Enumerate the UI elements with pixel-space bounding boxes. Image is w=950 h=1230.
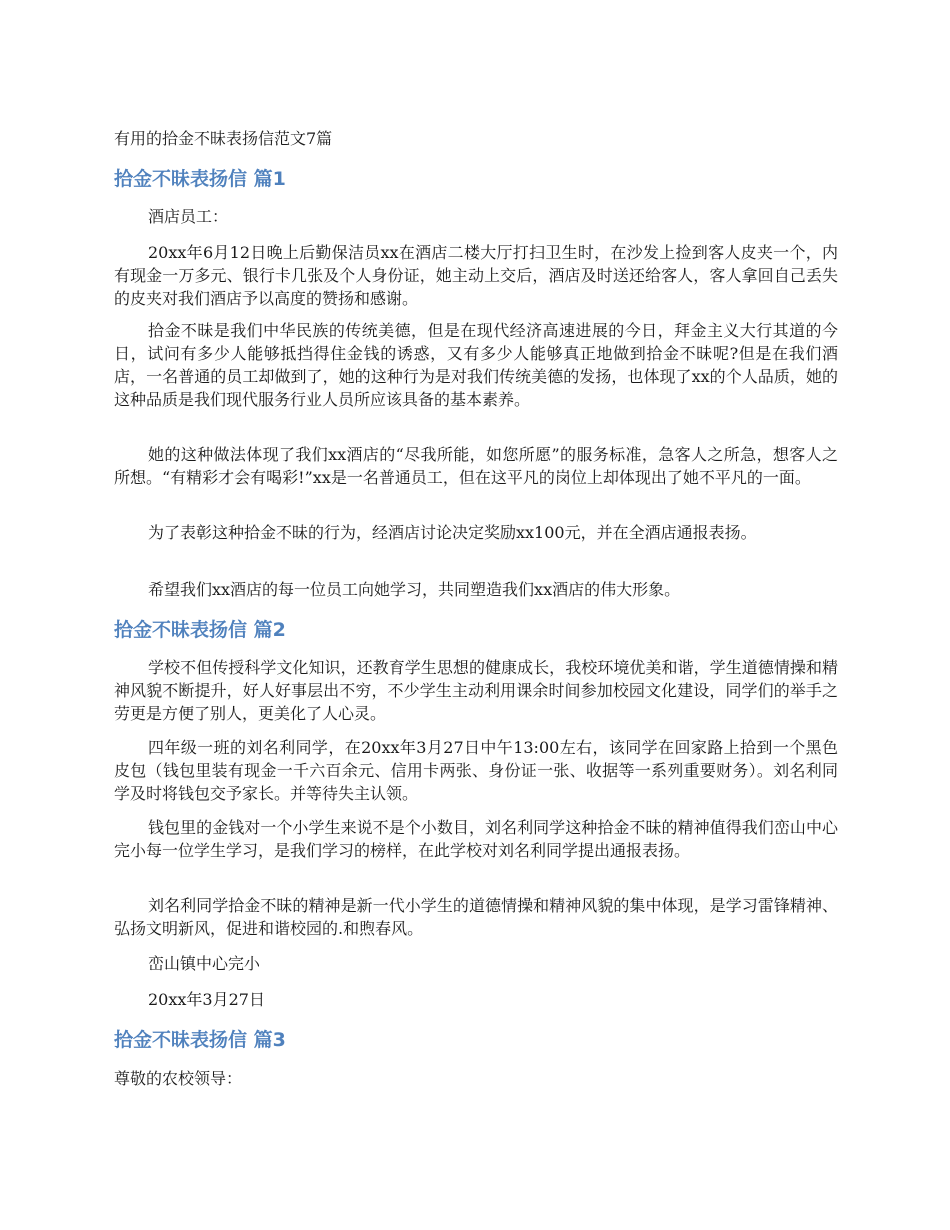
paragraph-1-5: 为了表彰这种拾金不昧的行为，经酒店讨论决定奖励xx100元，并在全酒店通报表扬。	[148, 523, 757, 542]
section-heading-2: 拾金不昧表扬信 篇2	[114, 619, 286, 641]
paragraph-1-2: 20xx年6月12日晚上后勤保洁员xx在酒店二楼大厅打扫卫生时，在沙发上捡到客人皮夹一个，内有现金一万多元、银行卡几张及个人身份证，她主动上交后，酒店及时送还给客人，客人拿回自己丢失的皮夹对我们酒店予以高度的赞扬和感谢。	[114, 243, 838, 308]
paragraph-2-4: 刘名利同学拾金不昧的精神是新一代小学生的道德情操和精神风貌的集中体现，是学习雷锋精神、弘扬文明新风，促进和谐校园的.和煦春风。	[114, 896, 838, 938]
paragraph-1-1: 酒店员工：	[148, 207, 229, 226]
section-heading-1: 拾金不昧表扬信 篇1	[114, 168, 286, 190]
paragraph-1-6: 希望我们xx酒店的每一位员工向她学习，共同塑造我们xx酒店的伟大形象。	[148, 580, 681, 599]
paragraph-2-1: 学校不但传授科学文化知识，还教育学生思想的健康成长，我校环境优美和谐，学生道德情操和精神风貌不断提升，好人好事层出不穷，不少学生主动利用课余时间参加校园文化建设，同学们的举手之劳更是方便了别人，更美化了人心灵。	[114, 658, 838, 723]
paragraph-3-1: 尊敬的农校领导：	[114, 1069, 243, 1088]
paragraph-2-5: 峦山镇中心完小	[148, 954, 261, 973]
paragraph-2-2: 四年级一班的刘名利同学，在20xx年3月27日中午13:00左右，该同学在回家路上拾到一个黑色皮包（钱包里装有现金一千六百余元、信用卡两张、身份证一张、收据等一系列重要财务）。刘名利同学及时将钱包交予家长。并等待失主认领。	[114, 738, 838, 803]
paragraph-2-6: 20xx年3月27日	[148, 990, 265, 1009]
document-title: 有用的拾金不昧表扬信范文7篇	[114, 129, 333, 148]
section-heading-3: 拾金不昧表扬信 篇3	[114, 1029, 286, 1051]
paragraph-1-3: 拾金不昧是我们中华民族的传统美德，但是在现代经济高速进展的今日，拜金主义大行其道的今日，试问有多少人能够抵挡得住金钱的诱惑，又有多少人能够真正地做到拾金不昧呢?但是在我们酒店，一名普通的员工却做到了，她的这种行为是对我们传统美德的发扬，也体现了xx的个人品质，她的这种品质是我们现代服务行业人员所应该具备的基本素养。	[114, 321, 838, 409]
paragraph-1-4: 她的这种做法体现了我们xx酒店的“尽我所能，如您所愿”的服务标准，急客人之所急，想客人之所想。“有精彩才会有喝彩!”xx是一名普通员工，但在这平凡的岗位上却体现出了她不平凡的一面。	[114, 445, 838, 487]
paragraph-2-3: 钱包里的金钱对一个小学生来说不是个小数目，刘名利同学这种拾金不昧的精神值得我们峦山中心完小每一位学生学习，是我们学习的榜样，在此学校对刘名利同学提出通报表扬。	[114, 818, 838, 860]
